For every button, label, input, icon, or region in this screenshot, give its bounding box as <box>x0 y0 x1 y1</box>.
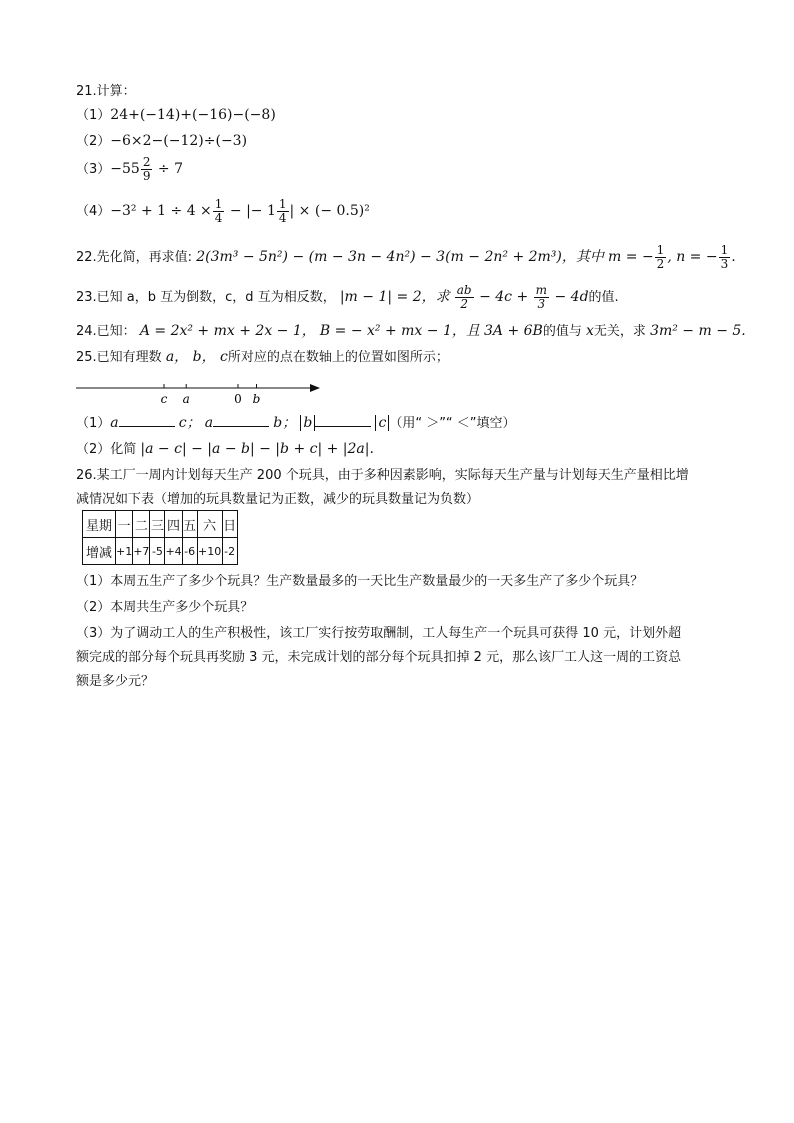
table-cell: -2 <box>222 538 237 565</box>
q21-title: 21.计算： <box>76 84 136 99</box>
table-cell: 日 <box>222 511 237 538</box>
number-line <box>76 380 326 406</box>
q22-n-label: , n = − <box>667 249 718 265</box>
production-table <box>82 510 238 565</box>
q24-target: 3m² − m − 5. <box>650 323 746 339</box>
q24-mid: 的值与 <box>542 324 582 339</box>
item-label: （4） <box>76 204 111 219</box>
table-cell: -5 <box>150 538 165 565</box>
q21-item-4 <box>76 198 370 225</box>
table-cell: 三 <box>150 511 165 538</box>
fraction <box>141 156 153 183</box>
fraction <box>719 244 731 271</box>
q21-item-3 <box>76 156 183 183</box>
q23 <box>76 284 619 311</box>
table-cell: 星期 <box>83 511 116 538</box>
q22-m-label: m = − <box>608 249 654 265</box>
fraction-denominator: 4 <box>278 211 287 225</box>
fraction <box>277 198 289 225</box>
var-a: a <box>204 415 214 431</box>
table-row <box>83 538 238 565</box>
q21-item-1 <box>76 104 276 123</box>
q24-b-expression: B = − x² + mx − 1，且 <box>319 323 480 339</box>
q25-hint: （用“ ＞”“ ＜”填空） <box>389 416 516 431</box>
table-cell: +10 <box>197 538 222 565</box>
var-b: b； <box>273 415 297 431</box>
q26-sub-3-line-2: 额完成的部分每个玩具再奖励 3 元，未完成计划的部分每个玩具扣掉 2 元，那么该厂工人这一周的工资总 <box>76 650 682 665</box>
table-cell: +7 <box>133 538 150 565</box>
q25-vars: a， b， c <box>165 349 228 365</box>
fraction-numerator: ab <box>456 283 472 297</box>
var-a: a <box>110 415 119 431</box>
q21-item-2 <box>76 130 247 149</box>
q25-text: 25.已知有理数 <box>76 350 162 365</box>
q25-part-1 <box>76 412 516 432</box>
number-line-label: b <box>252 392 261 406</box>
fraction-numerator: 1 <box>656 243 665 257</box>
fraction-denominator: 9 <box>142 169 151 183</box>
fraction-numerator: 1 <box>278 197 287 211</box>
item-expression-lead: −55 <box>110 161 140 177</box>
answer-blank[interactable] <box>213 414 269 427</box>
item-expression: 24+(−14)+(−16)−(−8) <box>110 107 276 123</box>
table-header-row <box>83 511 238 538</box>
q22-text: 22.先化简，再求值: <box>76 250 193 265</box>
table-cell: 六 <box>197 511 222 538</box>
q25 <box>76 346 449 366</box>
table-cell: 二 <box>133 511 150 538</box>
table-cell: 四 <box>165 511 182 538</box>
fraction <box>213 198 225 225</box>
fraction-numerator: m <box>535 283 548 297</box>
abs-b: b <box>300 415 315 431</box>
q23-tail: − 4d <box>550 289 589 305</box>
fraction-numerator: 1 <box>720 243 729 257</box>
table-cell: +1 <box>116 538 133 565</box>
fraction-numerator: 2 <box>142 155 151 169</box>
fraction <box>455 284 474 311</box>
fraction-denominator: 2 <box>460 297 469 311</box>
q23-text: 23.已知 a，b 互为倒数，c，d 互为相反数， <box>76 290 336 305</box>
q22-expression: 2(3m³ − 5n²) − (m − 3n − 4n²) − 3(m − 2n² + 2m³)，其中 <box>196 249 604 265</box>
item-expression-mid: − |− 1 <box>225 203 276 219</box>
q24-mid2: 无关，求 <box>593 324 646 339</box>
table-cell: 五 <box>182 511 197 538</box>
number-line-ticks <box>161 384 261 406</box>
number-line-label: a <box>182 392 190 406</box>
fraction-numerator: 1 <box>214 197 223 211</box>
q26-line-1: 26.某工厂一周内计划每天生产 200 个玩具，由于多种因素影响，实际每天生产量与计划每天生产量相比增 <box>76 468 689 483</box>
answer-blank[interactable] <box>119 414 175 427</box>
q26-line-2: 减情况如下表（增加的玩具数量记为正数，减少的玩具数量记为负数） <box>76 492 480 507</box>
fraction-denominator: 3 <box>537 297 546 311</box>
number-line-label: c <box>160 392 168 406</box>
fraction-denominator: 3 <box>720 257 729 271</box>
fraction-denominator: 2 <box>656 257 665 271</box>
item-expression: −6×2−(−12)÷(−3) <box>110 133 248 149</box>
q23-condition: |m − 1| = 2，求 <box>339 289 450 305</box>
table-cell: 增减 <box>83 538 116 565</box>
q24-text: 24.已知： <box>76 324 136 339</box>
q24 <box>76 320 746 340</box>
fraction-denominator: 4 <box>214 211 223 225</box>
item-expression-tail: ÷ 7 <box>153 161 184 177</box>
item-expression-tail: | × (− 0.5)² <box>289 203 370 219</box>
number-line-arrow <box>310 384 320 392</box>
q24-x: x <box>586 323 594 339</box>
q23-end: 的值. <box>588 290 619 305</box>
item-label: （3） <box>76 162 111 177</box>
q25-tail: 所对应的点在数轴上的位置如图所示； <box>227 350 449 365</box>
item-label: （1） <box>76 108 111 123</box>
q23-mid: − 4c + <box>474 289 533 305</box>
q22-end: . <box>731 249 736 265</box>
var-c: c； <box>178 415 201 431</box>
q25-part1-label: （1） <box>76 416 111 431</box>
q25-part2-expression: |a − c| − |a − b| − |b + c| + |2a|. <box>140 441 374 457</box>
number-line-label: 0 <box>234 392 242 406</box>
fraction <box>534 284 549 311</box>
q22 <box>76 244 736 271</box>
q26-sub-3-line-1: （3）为了调动工人的生产积极性，该工厂实行按劳取酬制，工人每生产一个玩具可获得 10 元，计划外超 <box>76 626 682 641</box>
q26-sub-2: （2）本周共生产多少个玩具？ <box>76 600 254 615</box>
q25-part-2 <box>76 438 374 457</box>
q25-part2-label: （2）化简 <box>76 442 137 457</box>
item-expression-lead: −3² + 1 ÷ 4 × <box>110 203 212 219</box>
fraction <box>655 244 667 271</box>
q24-a-expression: A = 2x² + mx + 2x − 1， <box>139 323 316 339</box>
table-cell: +4 <box>165 538 182 565</box>
q24-condition: 3A + 6B <box>484 323 543 339</box>
table-cell: 一 <box>116 511 133 538</box>
item-label: （2） <box>76 134 111 149</box>
q26-sub-1: （1）本周五生产了多少个玩具？生产数量最多的一天比生产数量最少的一天多生产了多少个玩具？ <box>76 574 644 589</box>
answer-blank[interactable] <box>315 414 371 427</box>
q26-sub-3-line-3: 额是多少元？ <box>76 674 155 689</box>
table-cell: -6 <box>182 538 197 565</box>
abs-c: c <box>375 415 389 431</box>
